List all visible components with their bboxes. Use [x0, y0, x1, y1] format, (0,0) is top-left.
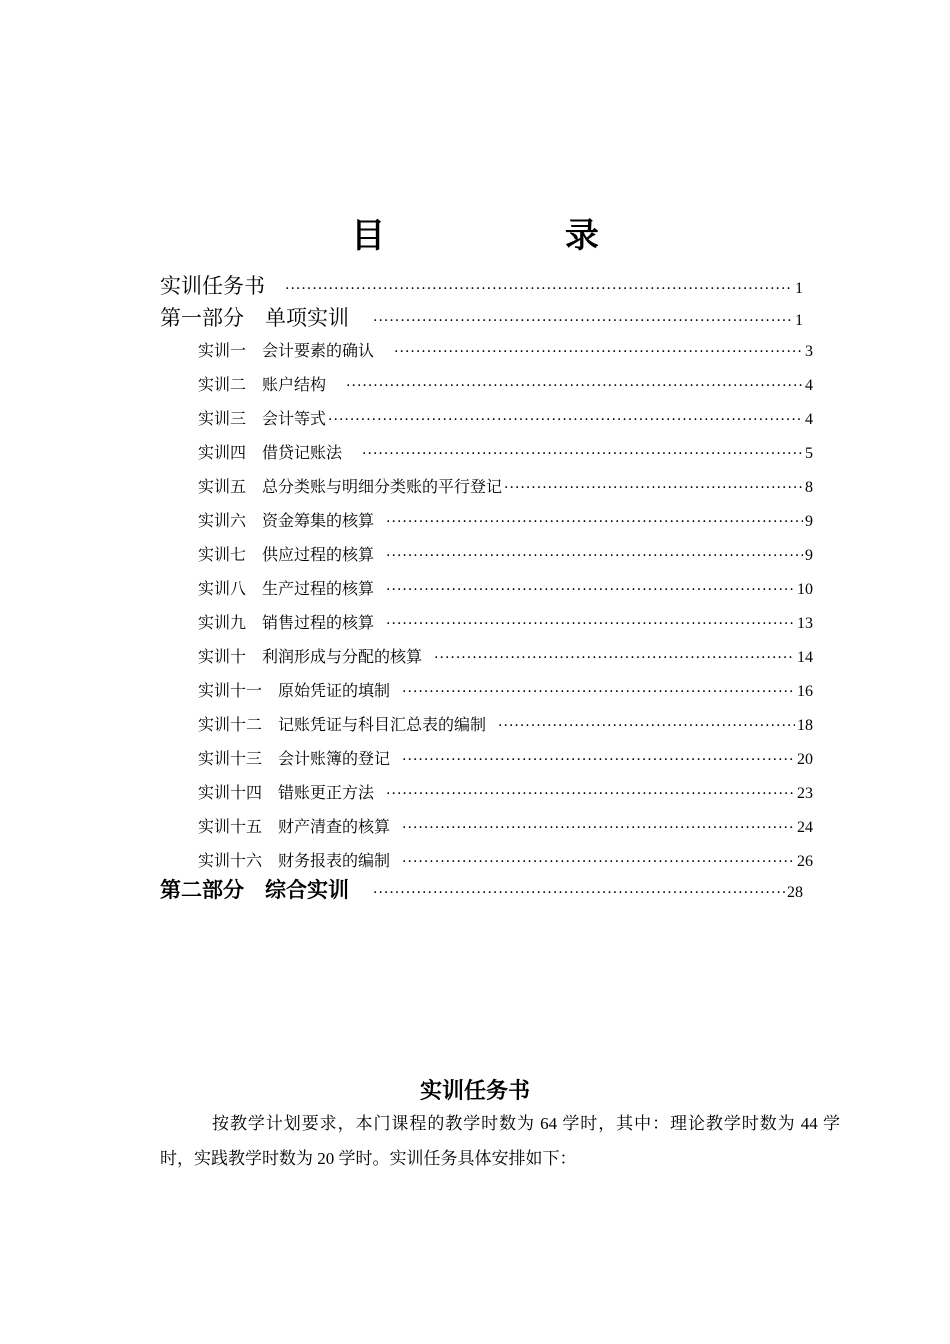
- toc-entry-title: 综合实训: [265, 878, 349, 902]
- toc-entry-page: 16: [797, 683, 813, 700]
- toc-entry-page: 10: [797, 581, 813, 598]
- leader-dots: [402, 684, 795, 700]
- toc-entry-part-one[interactable]: [160, 302, 803, 332]
- toc-entry-training-11[interactable]: [198, 678, 813, 701]
- toc-entry-training-13[interactable]: [198, 746, 813, 769]
- toc-entry-title: 账户结构: [262, 375, 327, 394]
- toc-entry-training-7[interactable]: [198, 542, 813, 565]
- toc-entry-label: 实训二: [198, 375, 247, 394]
- toc-entry-title: 单项实训: [265, 306, 349, 330]
- toc-entry-label: 第二部分: [160, 878, 244, 902]
- leader-dots: [386, 582, 795, 598]
- toc-entry-page: 8: [805, 479, 813, 496]
- toc-entry-sep: [244, 302, 265, 332]
- toc-entry-sep: [246, 406, 262, 429]
- toc-entry-page: 9: [805, 513, 813, 530]
- toc-entry-title: 借贷记账法: [262, 443, 343, 462]
- toc-entry-sep: [246, 440, 262, 463]
- toc-entry-training-14[interactable]: [198, 780, 813, 803]
- toc-entry-page: 18: [797, 717, 813, 734]
- toc-entry-title: 总分类账与明细分类账的平行登记: [262, 477, 503, 496]
- toc-entry-training-15[interactable]: [198, 814, 813, 837]
- toc-entry-training-16[interactable]: [198, 848, 813, 871]
- toc-entry-title: 资金筹集的核算: [262, 511, 375, 530]
- toc-entry-training-1[interactable]: [198, 338, 813, 361]
- toc-entry-sep: [246, 338, 262, 361]
- toc-entry-label: 实训十三: [198, 749, 263, 768]
- leader-dots: [498, 718, 795, 734]
- leader-dots: [386, 514, 803, 530]
- toc-entry-page: 26: [797, 853, 813, 870]
- toc-entry-sep: [246, 474, 262, 497]
- toc-entry-title: 原始凭证的填制: [278, 681, 391, 700]
- leader-dots: [402, 820, 795, 836]
- toc-entry-page: 24: [797, 819, 813, 836]
- toc-entry-sep: [262, 814, 278, 837]
- leader-dots: [373, 885, 785, 901]
- toc-entry-label: 实训八: [198, 579, 247, 598]
- toc-entry-sep: [246, 372, 262, 395]
- toc-entry-title: 会计账簿的登记: [278, 749, 391, 768]
- toc-entry-label: 实训十四: [198, 783, 263, 802]
- toc-entry-sep: [262, 712, 278, 735]
- toc-entry-task-book[interactable]: [160, 270, 803, 300]
- toc-entry-sep: [246, 644, 262, 667]
- leader-dots: [386, 786, 795, 802]
- section-title: 实训任务书: [419, 1079, 530, 1104]
- toc-entry-label: 实训十六: [198, 851, 263, 870]
- toc-entry-label: 实训十二: [198, 715, 263, 734]
- leader-dots: [504, 480, 803, 496]
- leader-dots: [386, 548, 803, 564]
- toc-entry-page: 14: [797, 649, 813, 666]
- toc-entry-label: 实训九: [198, 613, 247, 632]
- toc-entry-part-two[interactable]: [160, 874, 803, 904]
- toc-entry-title: 会计等式: [262, 409, 327, 428]
- toc-entry-page: 3: [805, 343, 813, 360]
- toc-entry-label: 第一部分: [160, 306, 244, 330]
- toc-entry-sep: [262, 780, 278, 803]
- leader-dots: [285, 281, 793, 297]
- toc-entry-title: 财产清查的核算: [278, 817, 391, 836]
- toc-entry-page: 5: [805, 445, 813, 462]
- toc-entry-sep: [262, 848, 278, 871]
- toc-entry-title: 销售过程的核算: [262, 613, 375, 632]
- toc-entry-training-12[interactable]: [198, 712, 813, 735]
- leader-dots: [386, 616, 795, 632]
- toc-entry-training-5[interactable]: [198, 474, 813, 497]
- toc-entry-sep: [246, 542, 262, 565]
- toc-entry-training-8[interactable]: [198, 576, 813, 599]
- toc-entry-page: 4: [805, 377, 813, 394]
- toc-entry-training-2[interactable]: [198, 372, 813, 395]
- toc-entry-title: 财务报表的编制: [278, 851, 391, 870]
- toc-entry-sep: [262, 746, 278, 769]
- toc-entry-title: 记账凭证与科目汇总表的编制: [278, 715, 487, 734]
- leader-dots: [402, 854, 795, 870]
- leader-dots: [402, 752, 795, 768]
- leader-dots: [362, 446, 803, 462]
- toc-entry-training-10[interactable]: [198, 644, 813, 667]
- toc-entry-label: 实训十一: [198, 681, 263, 700]
- toc-entry-title: 生产过程的核算: [262, 579, 375, 598]
- toc-entry-title: 利润形成与分配的核算: [262, 647, 423, 666]
- leader-dots: [373, 313, 793, 329]
- toc-entry-label: 实训七: [198, 545, 247, 564]
- leader-dots: [394, 344, 803, 360]
- toc-entry-page: 20: [797, 751, 813, 768]
- toc-entry-title: 会计要素的确认: [262, 341, 375, 360]
- toc-entry-label: 实训十五: [198, 817, 263, 836]
- toc-entry-training-4[interactable]: [198, 440, 813, 463]
- toc-entry-page: 4: [805, 411, 813, 428]
- toc-entry-training-6[interactable]: [198, 508, 813, 531]
- toc-entry-label: 实训十: [198, 647, 247, 666]
- toc-entry-sep: [246, 610, 262, 633]
- toc-entry-page: 13: [797, 615, 813, 632]
- toc-entry-label: 实训三: [198, 409, 247, 428]
- toc-entry-title: 供应过程的核算: [262, 545, 375, 564]
- toc-entry-page: 1: [795, 312, 803, 329]
- toc-entry-label: 实训六: [198, 511, 247, 530]
- toc-entry-label: 实训一: [198, 341, 247, 360]
- toc-entry-page: 9: [805, 547, 813, 564]
- toc-entry-training-9[interactable]: [198, 610, 813, 633]
- leader-dots: [346, 378, 803, 394]
- toc-entry-label: 实训五: [198, 477, 247, 496]
- toc-entry-label: 实训任务书: [160, 274, 265, 298]
- leader-dots: [434, 650, 795, 666]
- toc-entry-label: 实训四: [198, 443, 247, 462]
- toc-entry-training-3[interactable]: [198, 406, 813, 429]
- toc-title: 目 录: [351, 216, 683, 256]
- toc-entry-page: 1: [795, 280, 803, 297]
- toc-entry-page: 28: [787, 884, 803, 901]
- toc-entry-title: 错账更正方法: [278, 783, 375, 802]
- toc-entry-sep: [262, 678, 278, 701]
- body-paragraph: 按教学计划要求，本门课程的教学时数为 64 学时，其中：理论教学时数为 44 学时，实践教学时数为 20 学时。实训任务具体安排如下：: [160, 1114, 840, 1168]
- toc-entry-page: 23: [797, 785, 813, 802]
- leader-dots: [328, 412, 803, 428]
- toc-entry-sep: [246, 576, 262, 599]
- toc-entry-sep: [246, 508, 262, 531]
- toc-entry-sep: [244, 874, 265, 904]
